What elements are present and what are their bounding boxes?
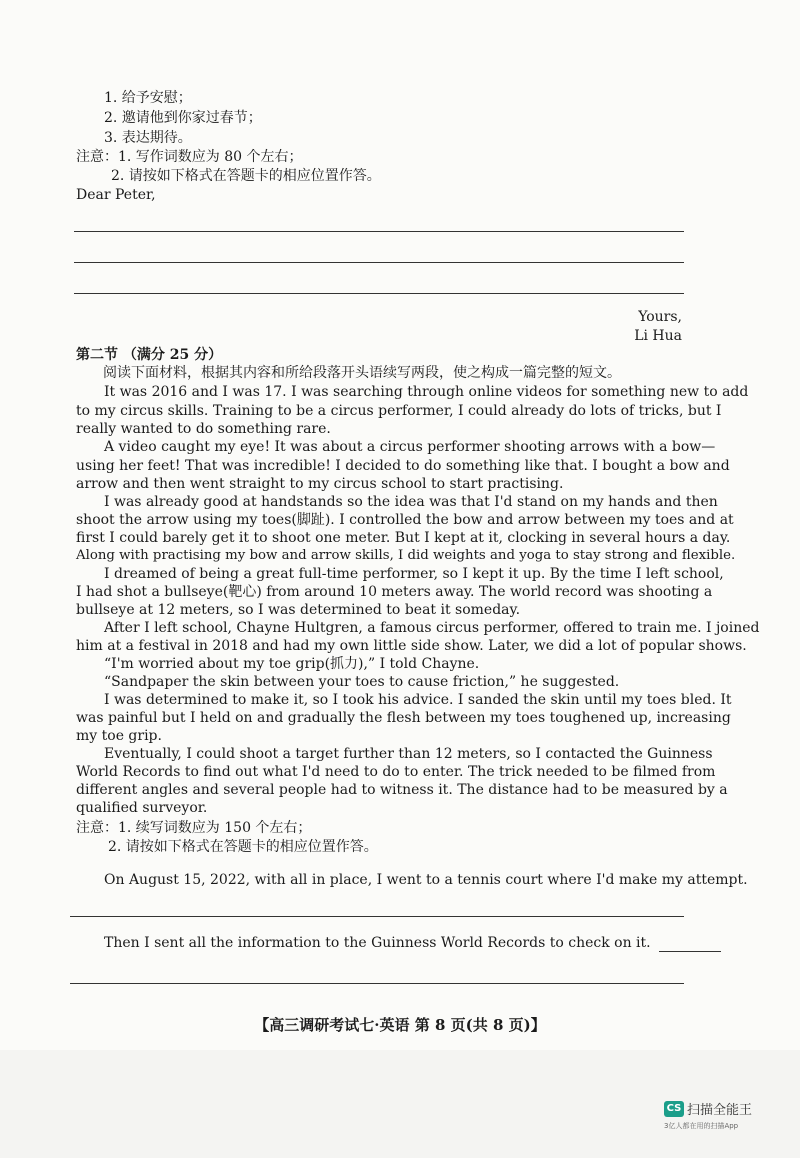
story-line: different angles and several people had to witness it. The distance had to be measured by a: [76, 782, 728, 798]
writing-note-1: 注意：1. 写作词数应为 80 个左右；: [76, 149, 303, 165]
task-item-1: 1. 给予安慰；: [104, 90, 192, 106]
story-line: him at a festival in 2018 and had my own little side show. Later, we did a lot of popular shows.: [76, 638, 747, 654]
continuation-note-1: 注意：1. 续写词数应为 150 个左右；: [76, 820, 312, 836]
answer-line: [74, 293, 684, 294]
story-line: “I'm worried about my toe grip(抓力),” I told Chayne.: [104, 656, 480, 672]
answer-line: [74, 262, 684, 263]
story-line: Along with practising my bow and arrow skills, I did weights and yoga to stay strong and flexible.: [76, 548, 736, 563]
letter-closing: Yours,: [638, 309, 682, 325]
section-heading: 第二节 （满分 25 分）: [76, 347, 223, 363]
story-line: my toe grip.: [76, 728, 162, 744]
story-line: really wanted to do something rare.: [76, 421, 331, 437]
story-line: I dreamed of being a great full-time performer, so I kept it up. By the time I left school,: [104, 566, 724, 582]
story-line: arrow and then went straight to my circus school to start practising.: [76, 476, 564, 492]
section-instruction: 阅读下面材料，根据其内容和所给段落开头语续写两段，使之构成一篇完整的短文。: [103, 365, 621, 381]
page-footer: 【高三调研考试七·英语 第 8 页(共 8 页)】: [254, 1016, 546, 1034]
watermark-name: 扫描全能王: [687, 1103, 753, 1118]
continuation-note-2: 2. 请按如下格式在答题卡的相应位置作答。: [108, 839, 378, 855]
story-line: shoot the arrow using my toes(脚趾). I controlled the bow and arrow between my toes and at: [76, 512, 734, 528]
story-line: Eventually, I could shoot a target further than 12 meters, so I contacted the Guinness: [104, 746, 713, 762]
answer-blank: [659, 937, 721, 952]
story-line: qualified surveyor.: [76, 800, 208, 816]
paragraph-1-opening: On August 15, 2022, with all in place, I went to a tennis court where I'd make my attempt.: [104, 872, 748, 888]
story-line: I was already good at handstands so the idea was that I'd stand on my hands and then: [104, 494, 718, 510]
scanner-watermark: [664, 1098, 784, 1131]
story-line: bullseye at 12 meters, so I was determined to beat it someday.: [76, 602, 521, 618]
watermark-tagline: 3亿人都在用的扫描App: [664, 1122, 739, 1130]
task-item-2: 2. 邀请他到你家过春节；: [104, 110, 262, 126]
story-line: I was determined to make it, so I took his advice. I sanded the skin until my toes bled. It: [104, 692, 732, 708]
story-line: was painful but I held on and gradually the flesh between my toes toughened up, increasing: [76, 710, 731, 726]
story-line: using her feet! That was incredible! I decided to do something like that. I bought a bow and: [76, 458, 730, 474]
story-line: to my circus skills. Training to be a circus performer, I could already do lots of tricks, but I: [76, 403, 722, 419]
story-line: “Sandpaper the skin between your toes to cause friction,” he suggested.: [104, 674, 620, 690]
answer-line: [70, 983, 684, 984]
story-line: After I left school, Chayne Hultgren, a famous circus performer, offered to train me. I joined: [104, 620, 760, 636]
letter-signature: Li Hua: [634, 328, 682, 344]
story-line: first I could barely get it to shoot one meter. But I kept at it, clocking in several hours a day.: [76, 530, 731, 546]
answer-line: [74, 231, 684, 232]
story-line: A video caught my eye! It was about a circus performer shooting arrows with a bow—: [104, 439, 716, 455]
writing-note-2: 2. 请按如下格式在答题卡的相应位置作答。: [111, 168, 381, 184]
paragraph-2-opening: Then I sent all the information to the Guinness World Records to check on it.: [104, 934, 721, 952]
story-line: I had shot a bullseye(靶心) from around 10 meters away. The world record was shooting a: [76, 584, 713, 600]
story-line: It was 2016 and I was 17. I was searching through online videos for something new to add: [104, 384, 749, 400]
letter-greeting: Dear Peter,: [76, 187, 156, 203]
story-line: World Records to find out what I'd need to do to enter. The trick needed to be filmed from: [76, 764, 716, 780]
task-item-3: 3. 表达期待。: [104, 130, 192, 146]
cs-logo-icon: CS: [664, 1101, 684, 1117]
answer-line: [70, 916, 684, 917]
